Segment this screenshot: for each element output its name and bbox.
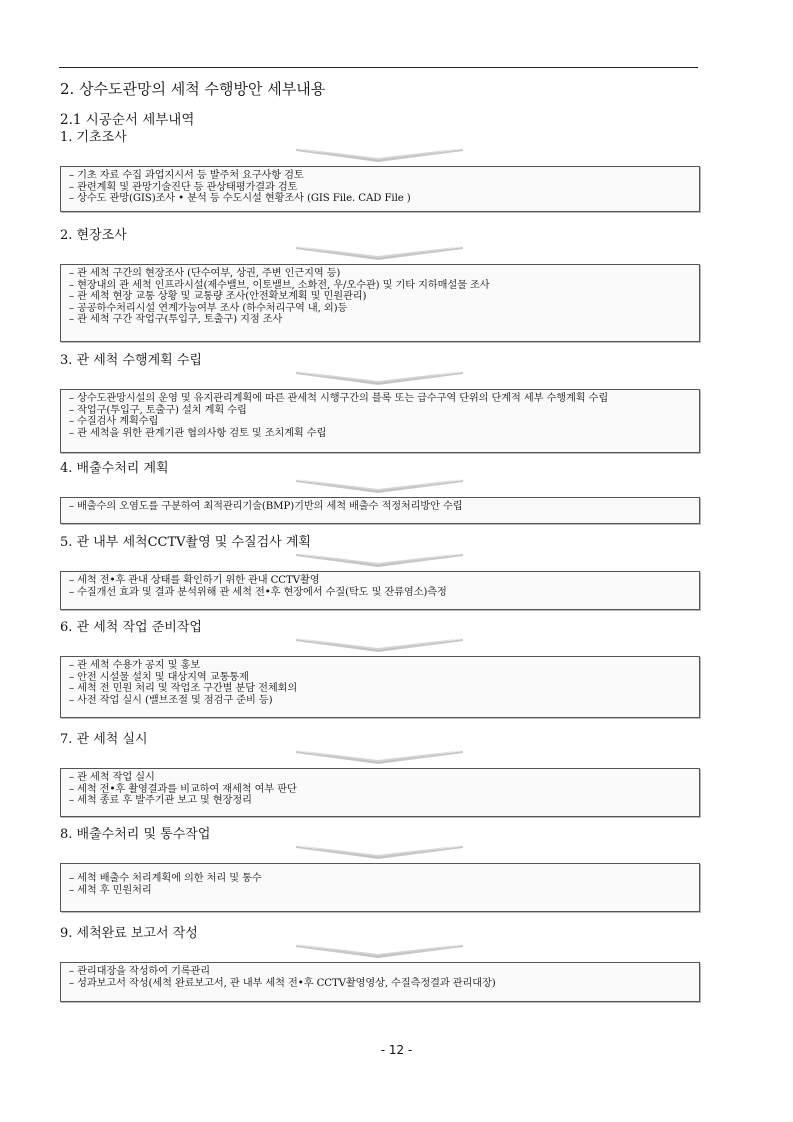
arrow-slot — [58, 843, 700, 863]
step-8 — [58, 827, 700, 912]
section-heading: 2. 상수도관망의 세척 수행방안 세부내용 — [60, 80, 326, 98]
flow-arrow-icon — [58, 246, 698, 262]
flow-arrow-icon — [58, 750, 698, 766]
detail-line: – 세척 전 민원 처리 및 작업조 구간별 분담 전체회의 — [69, 683, 298, 694]
flow-arrow-icon — [58, 148, 698, 164]
flow-arrow-icon — [58, 553, 698, 569]
detail-line: – 기초 자료 수집 과업지시서 등 발주처 요구사항 검토 — [69, 170, 304, 181]
step-title: 3. 관 세척 수행계획 수립 — [60, 353, 202, 368]
detail-line: – 상수도 관망(GIS)조사 • 분석 등 수도시설 현황조사 (GIS File. CAD File ) — [69, 193, 411, 204]
step-title: 5. 관 내부 세척CCTV촬영 및 수질검사 계획 — [60, 535, 311, 550]
detail-line: – 관 세척 작업 실시 — [69, 772, 155, 783]
detail-line: – 수질개선 효과 및 결과 분석위해 관 세척 전•후 현장에서 수질(탁도 및 잔류염소)측정 — [69, 586, 447, 598]
arrow-slot — [58, 748, 700, 768]
step-title: 8. 배출수처리 및 통수작업 — [60, 827, 211, 842]
step-detail-box — [60, 768, 700, 817]
step-5 — [58, 535, 700, 610]
detail-line: – 관리대장을 작성하여 기록관리 — [69, 966, 211, 977]
detail-line: – 세척 후 민원처리 — [69, 884, 152, 896]
step-4 — [58, 461, 700, 524]
flow-arrow-icon — [58, 638, 698, 654]
detail-line: – 관 세척 수용가 공지 및 홍보 — [69, 660, 200, 671]
step-detail-box — [60, 571, 700, 610]
step-detail-box — [60, 497, 700, 524]
step-2 — [58, 228, 700, 342]
step-6 — [58, 620, 700, 718]
step-1 — [58, 130, 700, 212]
detail-line: – 세척 전•후 관내 상태를 확인하기 위한 관내 CCTV촬영 — [69, 575, 320, 586]
detail-line: – 성과보고서 작성(세척 완료보고서, 관 내부 세척 전•후 CCTV촬영영상, 수질측정결과 관리대장) — [69, 977, 496, 989]
detail-line: – 배출수의 오염도를 구분하여 최적관리기술(BMP)기반의 세척 배출수 적정처리방안 수립 — [69, 501, 463, 512]
step-detail-box — [60, 264, 700, 342]
step-3 — [58, 353, 700, 453]
step-detail-box — [60, 962, 700, 1002]
detail-line: – 관련계획 및 관망기술진단 등 관상태평가결과 검토 — [69, 181, 298, 193]
flow-arrow-icon — [58, 371, 698, 387]
detail-line: – 관 세척 구간의 현장조사 (단수여부, 상권, 주변 인근지역 등) — [69, 268, 341, 279]
arrow-slot — [58, 146, 700, 166]
step-title: 1. 기초조사 — [60, 130, 127, 145]
detail-line: – 상수도관망시설의 운영 및 유지관리계획에 따른 관세척 시행구간의 블록 또는 급수구역 단위의 단계적 세부 수행계획 수립 — [69, 393, 609, 404]
step-detail-box — [60, 863, 700, 912]
detail-line: – 관 세척을 위한 관계기관 협의사항 검토 및 조치계획 수립 — [69, 427, 327, 439]
step-title: 2. 현장조사 — [60, 228, 127, 243]
detail-line: – 관 세척 구간 작업구(투입구, 토출구) 지점 조사 — [69, 314, 283, 325]
arrow-slot — [58, 942, 700, 962]
step-7 — [58, 732, 700, 817]
step-detail-box — [60, 166, 700, 212]
step-9 — [58, 926, 700, 1002]
arrow-slot — [58, 244, 700, 264]
arrow-slot — [58, 636, 700, 656]
page-number: - 12 - — [380, 1043, 413, 1057]
detail-line: – 세척 전•후 촬영결과를 비교하여 재세척 여부 판단 — [69, 783, 297, 795]
top-rule — [59, 67, 698, 68]
flow-arrow-icon — [58, 845, 698, 861]
detail-line: – 세척 종료 후 발주기관 보고 및 현장정리 — [69, 795, 252, 806]
detail-line: – 관 세척 현장 교통 상황 및 교통량 조사(안전확보계획 및 민원관리) — [69, 291, 367, 302]
detail-line: – 작업구(투입구, 토출구) 설치 계획 수립 — [69, 404, 247, 416]
step-title: 4. 배출수처리 계획 — [60, 461, 169, 476]
arrow-slot — [58, 551, 700, 571]
detail-line: – 사전 작업 실시 (밸브조절 및 점검구 준비 등) — [69, 694, 273, 706]
detail-line: – 안전 시설물 설치 및 대상지역 교통통제 — [69, 671, 249, 683]
step-title: 7. 관 세척 실시 — [60, 732, 148, 747]
arrow-slot — [58, 477, 700, 497]
detail-line: – 현장내의 관 세척 인프라시설(제수밸브, 이토밸브, 소화전, 우/오수관) 및 기타 지하매설물 조사 — [69, 279, 490, 291]
detail-line: – 세척 배출수 처리계획에 의한 처리 및 통수 — [69, 873, 262, 884]
flow-arrow-icon — [58, 944, 698, 960]
subsection-heading: 2.1 시공순서 세부내역 — [60, 112, 195, 128]
detail-line: – 수질검사 계획수립 — [69, 416, 159, 427]
step-detail-box — [60, 389, 700, 453]
arrow-slot — [58, 369, 700, 389]
flow-arrow-icon — [58, 479, 698, 495]
step-title: 6. 관 세척 작업 준비작업 — [60, 620, 202, 635]
step-detail-box — [60, 656, 700, 718]
detail-line: – 공공하수처리시설 연계가능여부 조사 (하수처리구역 내, 외)등 — [69, 302, 348, 314]
step-title: 9. 세척완료 보고서 작성 — [60, 926, 198, 941]
